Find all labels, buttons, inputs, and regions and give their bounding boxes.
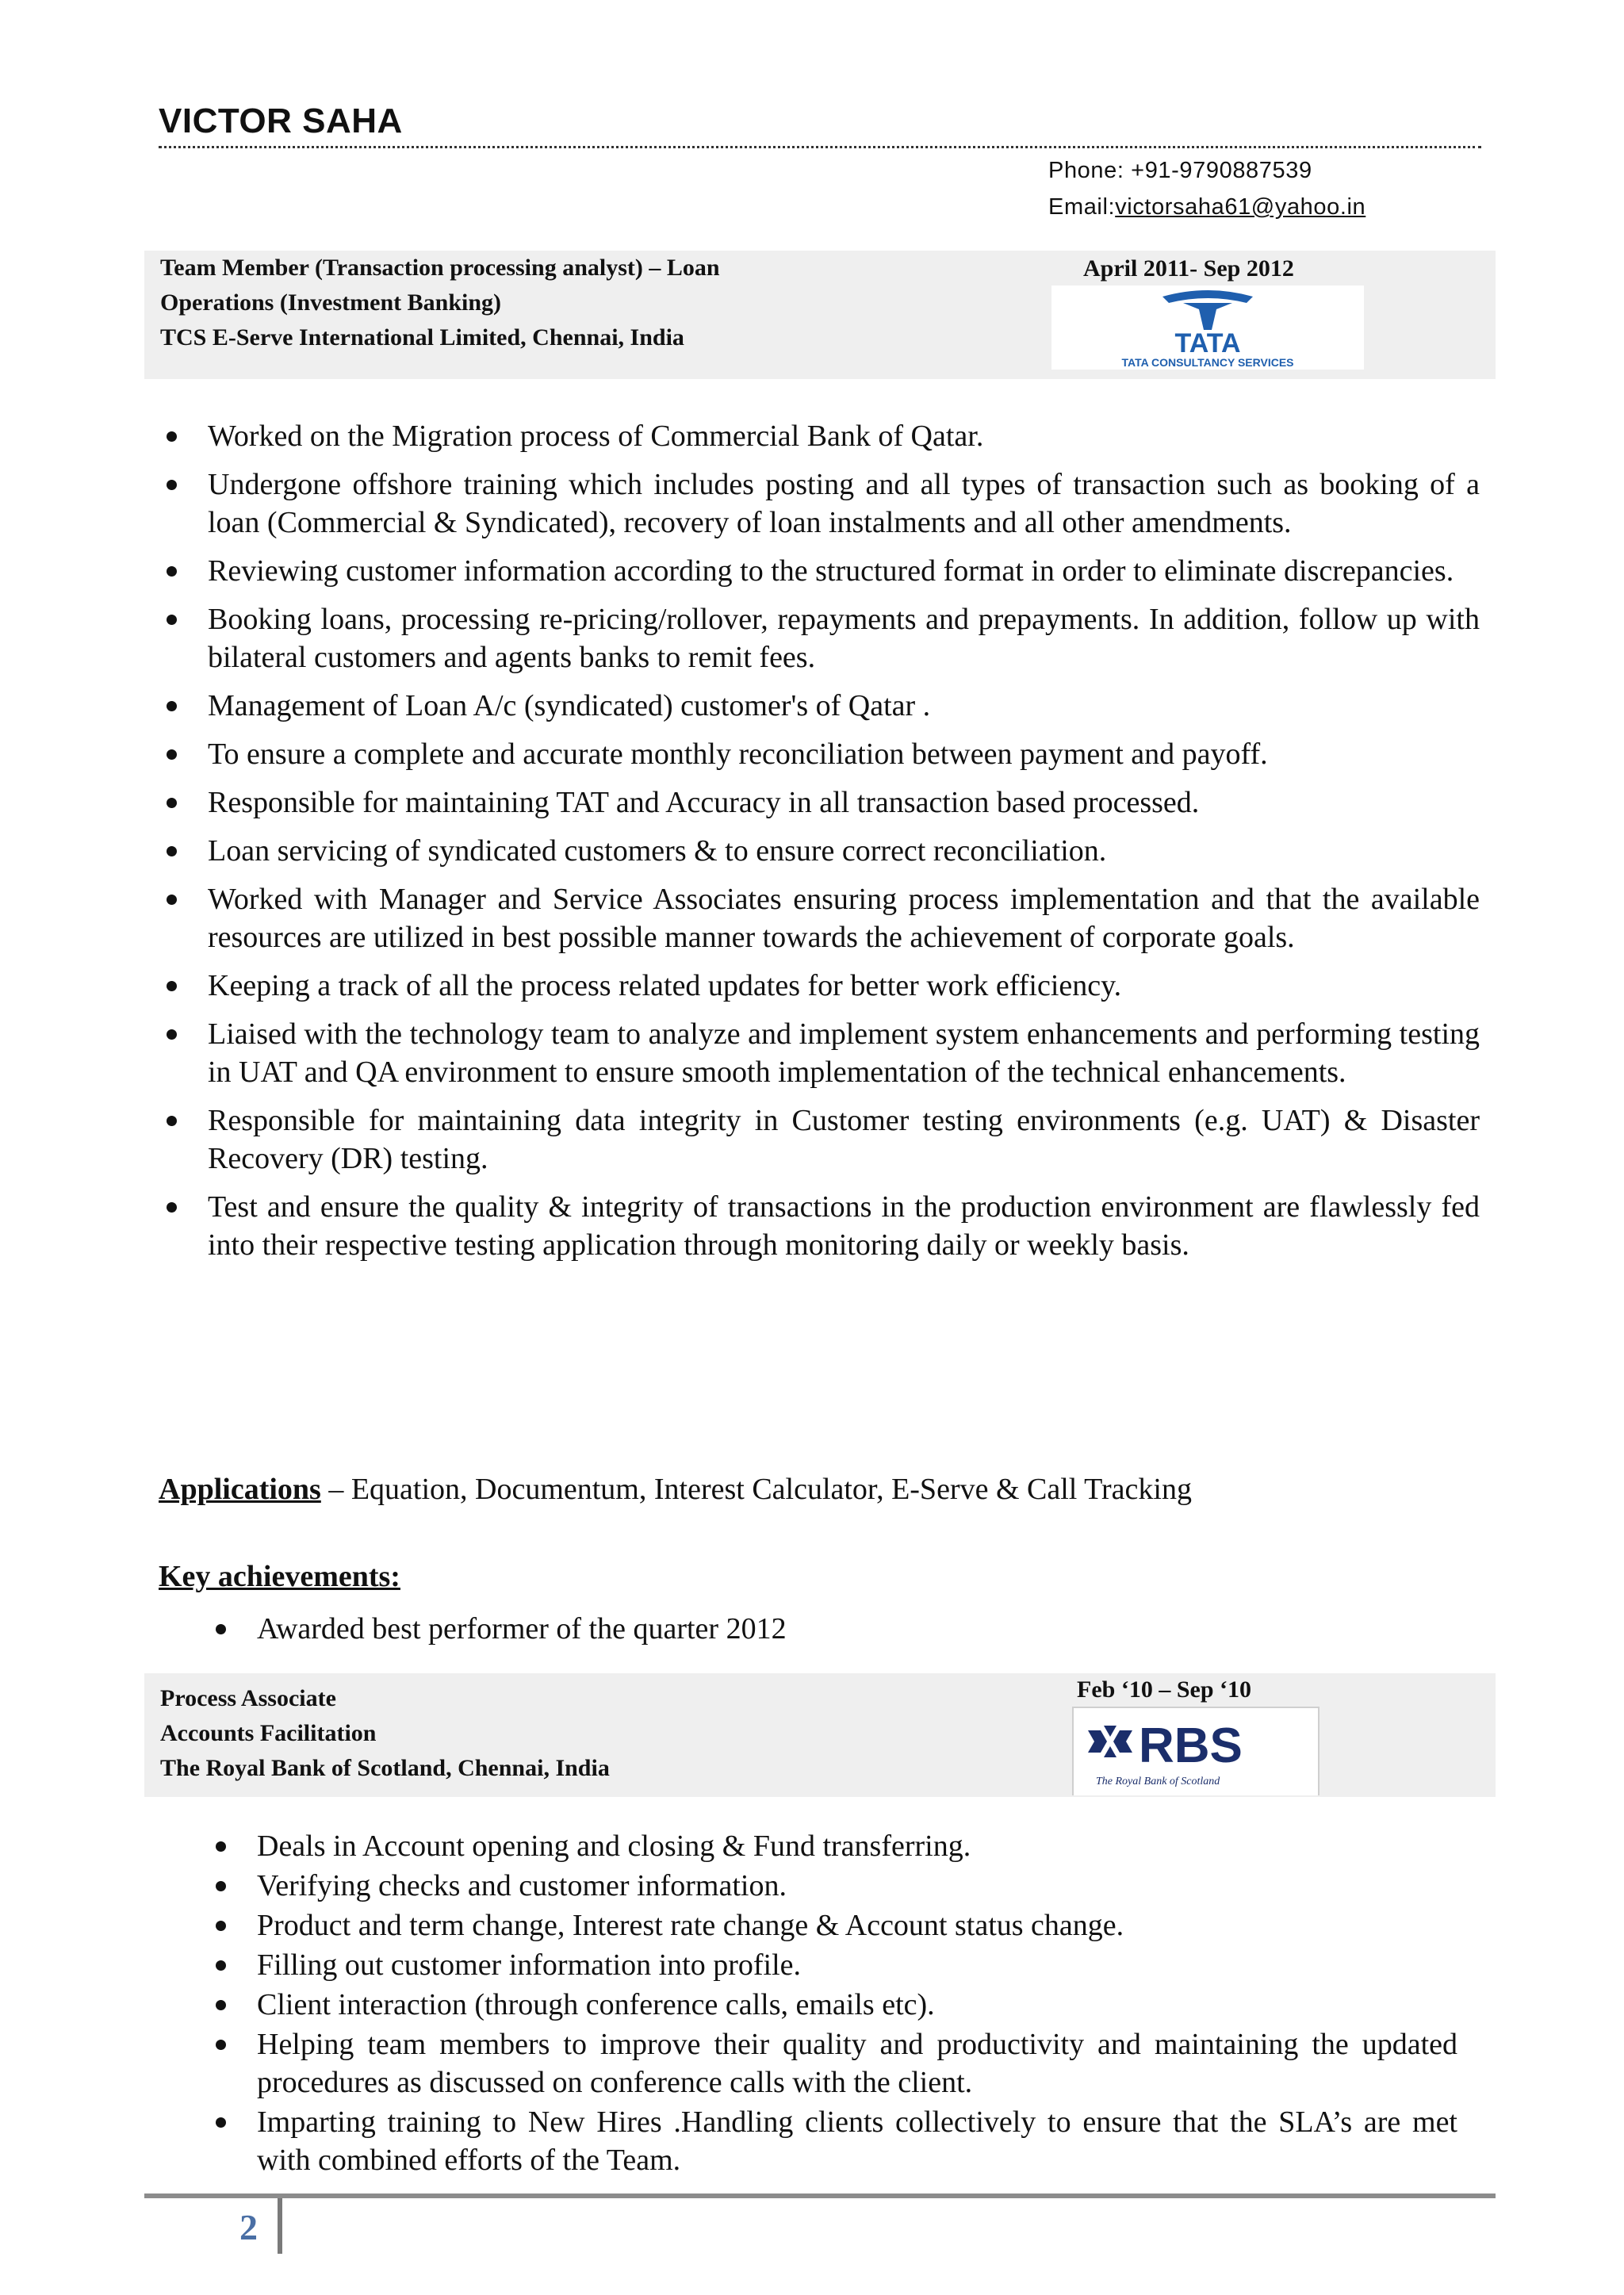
key-achievements-list xyxy=(257,1610,1367,1648)
job1-company: TCS E-Serve International Limited, Chennai, India xyxy=(160,324,684,351)
contact-block xyxy=(1048,152,1365,225)
key-achievements-heading: Key achievements: xyxy=(159,1560,400,1593)
applications-text: – Equation, Documentum, Interest Calculator, E-Serve & Call Tracking xyxy=(320,1473,1192,1506)
job2-company: The Royal Bank of Scotland, Chennai, India xyxy=(160,1755,610,1781)
rbs-logo-graphic xyxy=(1074,1708,1318,1795)
tata-logo-text: TATA xyxy=(1174,328,1241,358)
header-divider xyxy=(159,146,1481,148)
list-item: Test and ensure the quality & integrity of transactions in the production environment are flawlessly fed into their respective testing application through monitoring daily or weekly basis. xyxy=(208,1188,1480,1264)
list-item: Product and term change, Interest rate change & Account status change. xyxy=(257,1906,1457,1944)
job2-dates: Feb ‘10 – Sep ‘10 xyxy=(1077,1676,1251,1703)
job2-title: Process Associate xyxy=(160,1685,336,1711)
list-item: Keeping a track of all the process related updates for better work efficiency. xyxy=(208,967,1480,1005)
tata-logo xyxy=(1051,285,1364,370)
footer-divider xyxy=(144,2193,1496,2198)
email-label: Email: xyxy=(1048,194,1116,220)
list-item: Undergone offshore training which includes posting and all types of transaction such as booking of a loan (Commercial & Syndicated), recovery of loan instalments and all other amendments. xyxy=(208,466,1480,542)
tata-logo-graphic xyxy=(1051,285,1364,370)
list-item: Verifying checks and customer information. xyxy=(257,1867,1457,1905)
footer-page-bar xyxy=(278,2198,282,2254)
list-item: Worked with Manager and Service Associates ensuring process implementation and that the available resources are utilized in best possible manner towards the achievement of corporate goals. xyxy=(208,880,1480,956)
phone-text: Phone: +91-9790887539 xyxy=(1048,158,1312,183)
list-item: Deals in Account opening and closing & Fund transferring. xyxy=(257,1827,1457,1865)
list-item: Liaised with the technology team to analyze and implement system enhancements and performing testing in UAT and QA environment to ensure smooth implementation of the technical enhancements. xyxy=(208,1015,1480,1091)
applications-label: Applications xyxy=(159,1473,321,1506)
list-item: Filling out customer information into profile. xyxy=(257,1946,1457,1984)
list-item: Helping team members to improve their quality and productivity and maintaining the updated procedures as discussed on conference calls with the client. xyxy=(257,2025,1457,2102)
rbs-logo xyxy=(1072,1707,1320,1795)
job1-dates: April 2011- Sep 2012 xyxy=(1083,255,1294,282)
page-number: 2 xyxy=(239,2207,258,2247)
list-item: Worked on the Migration process of Commercial Bank of Qatar. xyxy=(208,417,1480,455)
list-item: To ensure a complete and accurate monthly reconciliation between payment and payoff. xyxy=(208,735,1480,773)
rbs-logo-text: RBS xyxy=(1139,1718,1243,1773)
applications-line xyxy=(159,1470,1192,1508)
email-line xyxy=(1048,189,1365,225)
email-link[interactable]: victorsaha61@yahoo.in xyxy=(1115,194,1366,220)
list-item: Reviewing customer information according to the structured format in order to eliminate discrepancies. xyxy=(208,552,1480,590)
list-item: Responsible for maintaining data integrity in Customer testing environments (e.g. UAT) & Disaster Recovery (DR) testing. xyxy=(208,1102,1480,1178)
job2-department: Accounts Facilitation xyxy=(160,1720,377,1746)
list-item: Management of Loan A/c (syndicated) customer's of Qatar . xyxy=(208,687,1480,725)
job2-responsibilities xyxy=(257,1827,1457,2181)
list-item: Awarded best performer of the quarter 2012 xyxy=(257,1610,1367,1648)
list-item: Booking loans, processing re-pricing/rollover, repayments and prepayments. In addition, follow up with bilateral customers and agents banks to remit fees. xyxy=(208,600,1480,676)
list-item: Responsible for maintaining TAT and Accuracy in all transaction based processed. xyxy=(208,784,1480,822)
job1-responsibilities xyxy=(208,417,1480,1274)
list-item: Imparting training to New Hires .Handling clients collectively to ensure that the SLA’s are met with combined efforts of the Team. xyxy=(257,2103,1457,2179)
job1-title: Team Member (Transaction processing analyst) – Loan xyxy=(160,255,720,281)
list-item: Client interaction (through conference calls, emails etc). xyxy=(257,1986,1457,2024)
rbs-logo-subtext: The Royal Bank of Scotland xyxy=(1096,1776,1220,1787)
resume-name: VICTOR SAHA xyxy=(159,102,403,140)
tata-logo-subtext: TATA CONSULTANCY SERVICES xyxy=(1121,356,1294,369)
job1-department: Operations (Investment Banking) xyxy=(160,289,502,316)
list-item: Loan servicing of syndicated customers & to ensure correct reconciliation. xyxy=(208,832,1480,870)
